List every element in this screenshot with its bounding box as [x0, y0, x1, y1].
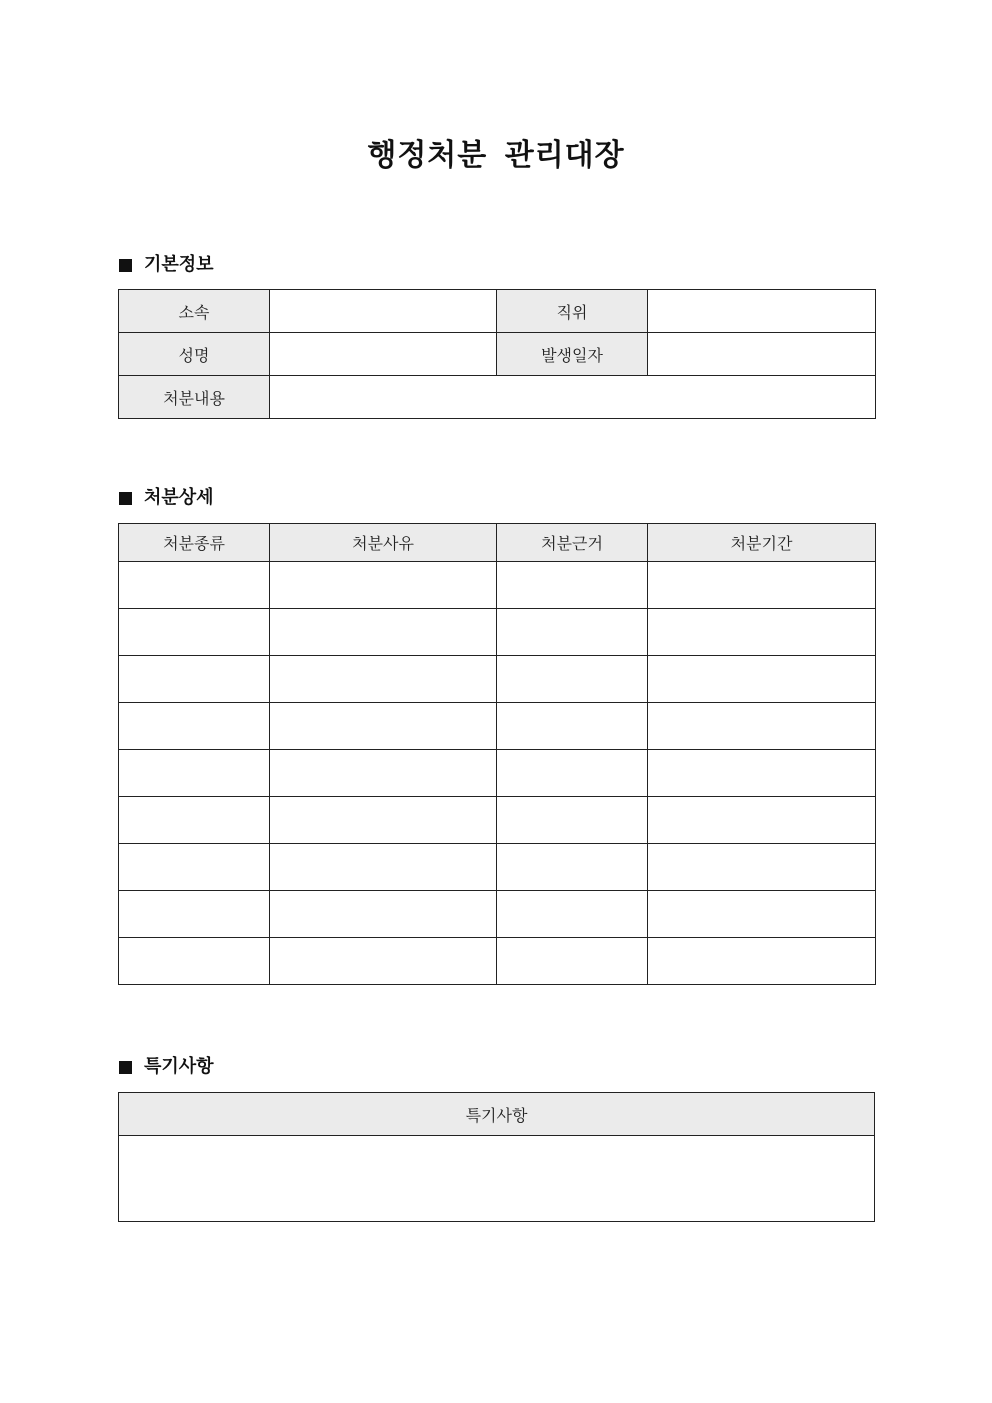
table-row: [119, 562, 876, 609]
cell-basis[interactable]: [497, 938, 648, 985]
square-bullet-icon: [119, 492, 132, 505]
field-affiliation[interactable]: [270, 290, 497, 333]
field-disposition-content[interactable]: [270, 376, 876, 419]
cell-reason[interactable]: [270, 562, 497, 609]
remarks-body-row: [119, 1136, 875, 1222]
detail-header-row: [119, 524, 876, 562]
cell-period[interactable]: [648, 562, 876, 609]
page-title: 행정처분 관리대장: [367, 138, 625, 173]
label-name: 성명: [119, 333, 270, 376]
cell-type[interactable]: [119, 703, 270, 750]
cell-type[interactable]: [119, 609, 270, 656]
cell-basis[interactable]: [497, 656, 648, 703]
remarks-header: 특기사항: [119, 1093, 875, 1136]
table-row: [119, 938, 876, 985]
cell-basis[interactable]: [497, 797, 648, 844]
table-row: [119, 656, 876, 703]
table-row: [119, 844, 876, 891]
label-affiliation: 소속: [119, 290, 270, 333]
cell-basis[interactable]: [497, 750, 648, 797]
square-bullet-icon: [119, 1061, 132, 1074]
cell-reason[interactable]: [270, 609, 497, 656]
remarks-header-row: [119, 1093, 875, 1136]
basic-row-disposition-content: [119, 376, 876, 419]
cell-period[interactable]: [648, 797, 876, 844]
column-header-period: 처분기간: [648, 524, 876, 562]
cell-reason[interactable]: [270, 797, 497, 844]
section-heading-detail: [119, 486, 214, 510]
section-heading-remarks: [119, 1055, 214, 1079]
cell-type[interactable]: [119, 891, 270, 938]
label-occurrence-date: 발생일자: [497, 333, 648, 376]
cell-reason[interactable]: [270, 938, 497, 985]
cell-period[interactable]: [648, 938, 876, 985]
label-position: 직위: [497, 290, 648, 333]
cell-basis[interactable]: [497, 562, 648, 609]
table-row: [119, 891, 876, 938]
column-header-type: 처분종류: [119, 524, 270, 562]
column-header-reason: 처분사유: [270, 524, 497, 562]
basic-row-affiliation: [119, 290, 876, 333]
section-heading-basic-label: 기본정보: [144, 254, 214, 275]
cell-period[interactable]: [648, 703, 876, 750]
cell-reason[interactable]: [270, 844, 497, 891]
cell-period[interactable]: [648, 750, 876, 797]
cell-period[interactable]: [648, 609, 876, 656]
cell-basis[interactable]: [497, 703, 648, 750]
field-name[interactable]: [270, 333, 497, 376]
field-occurrence-date[interactable]: [648, 333, 876, 376]
column-header-basis: 처분근거: [497, 524, 648, 562]
table-row: [119, 797, 876, 844]
section-heading-remarks-label: 특기사항: [144, 1056, 214, 1077]
square-bullet-icon: [119, 259, 132, 272]
label-disposition-content: 처분내용: [119, 376, 270, 419]
cell-reason[interactable]: [270, 656, 497, 703]
remarks-field[interactable]: [119, 1136, 875, 1222]
cell-type[interactable]: [119, 844, 270, 891]
cell-period[interactable]: [648, 891, 876, 938]
cell-reason[interactable]: [270, 703, 497, 750]
cell-type[interactable]: [119, 797, 270, 844]
table-row: [119, 750, 876, 797]
cell-reason[interactable]: [270, 750, 497, 797]
table-row: [119, 703, 876, 750]
cell-type[interactable]: [119, 938, 270, 985]
cell-type[interactable]: [119, 562, 270, 609]
disposition-detail-table: [118, 523, 876, 985]
cell-period[interactable]: [648, 844, 876, 891]
cell-basis[interactable]: [497, 891, 648, 938]
basic-info-table: [118, 289, 876, 419]
basic-row-name: [119, 333, 876, 376]
section-heading-basic: [119, 253, 214, 277]
remarks-table: [118, 1092, 875, 1222]
section-heading-detail-label: 처분상세: [144, 487, 214, 508]
cell-period[interactable]: [648, 656, 876, 703]
table-row: [119, 609, 876, 656]
cell-type[interactable]: [119, 750, 270, 797]
cell-basis[interactable]: [497, 844, 648, 891]
field-position[interactable]: [648, 290, 876, 333]
cell-type[interactable]: [119, 656, 270, 703]
cell-basis[interactable]: [497, 609, 648, 656]
cell-reason[interactable]: [270, 891, 497, 938]
